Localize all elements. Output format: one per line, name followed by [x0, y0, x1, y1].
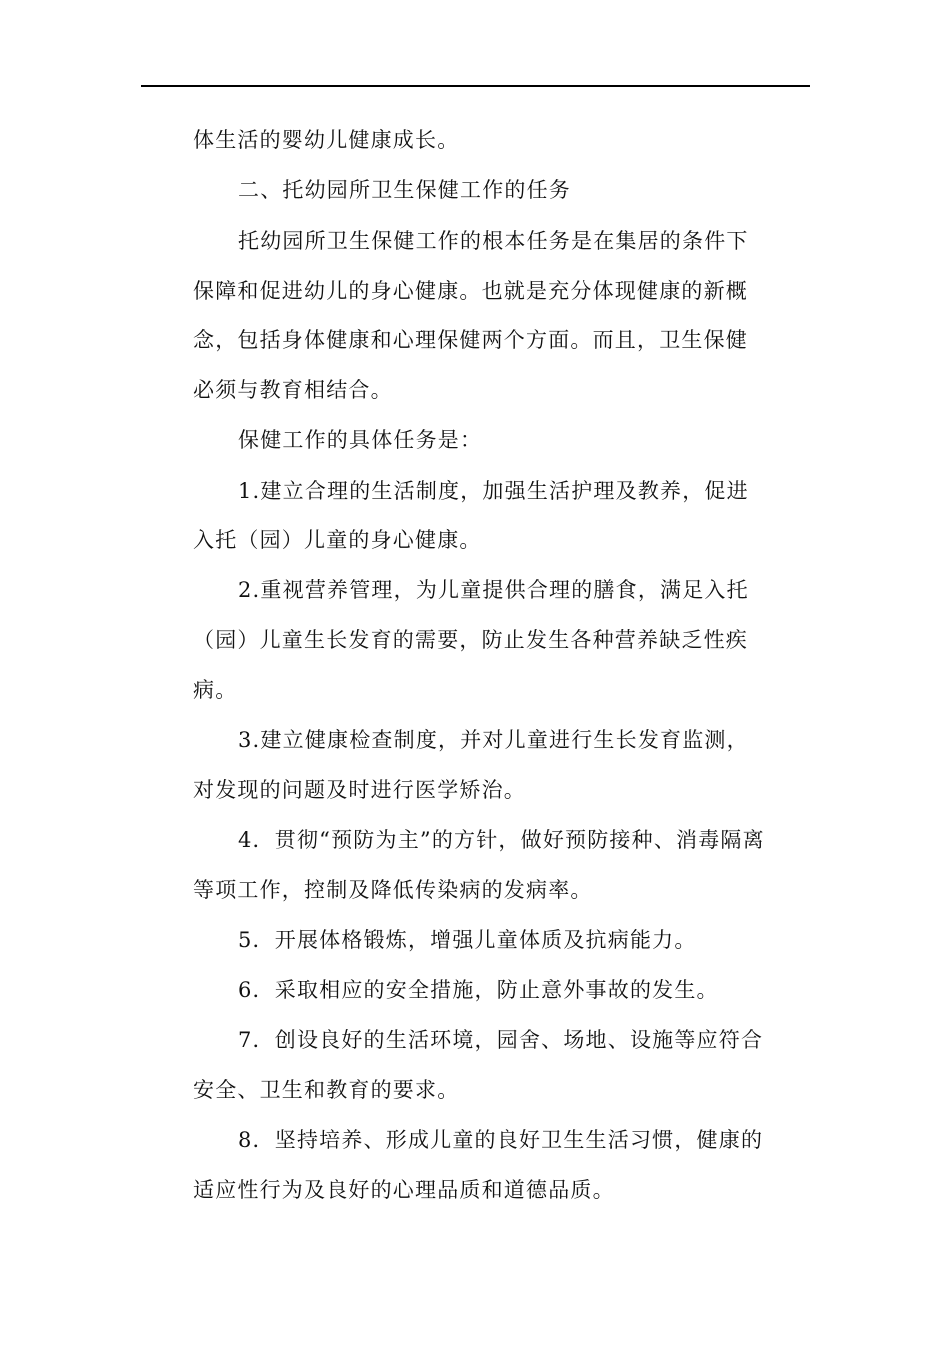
list-item: 7．创设良好的生活环境，园舍、场地、设施等应符合	[238, 1028, 764, 1052]
list-item: 5．开展体格锻炼，增强儿童体质及抗病能力。	[238, 928, 697, 952]
section-heading: 二、托幼园所卫生保健工作的任务	[238, 178, 571, 202]
list-item: 6．采取相应的安全措施，防止意外事故的发生。	[238, 978, 719, 1002]
paragraph-line: 保健工作的具体任务是：	[238, 428, 483, 452]
list-item-continuation: （园）儿童生长发育的需要，防止发生各种营养缺乏性疾	[193, 628, 748, 652]
list-item: 2.重视营养管理，为儿童提供合理的膳食，满足入托	[238, 578, 749, 602]
list-item-continuation: 病。	[193, 678, 238, 702]
paragraph-line: 托幼园所卫生保健工作的根本任务是在集居的条件下	[238, 229, 749, 253]
paragraph-line: 保障和促进幼儿的身心健康。也就是充分体现健康的新概	[193, 279, 748, 303]
list-item-continuation: 入托（园）儿童的身心健康。	[193, 528, 482, 552]
list-item-continuation: 对发现的问题及时进行医学矫治。	[193, 778, 526, 802]
list-item-continuation: 安全、卫生和教育的要求。	[193, 1078, 460, 1102]
list-item-continuation: 等项工作，控制及降低传染病的发病率。	[193, 878, 593, 902]
paragraph-line: 体生活的婴幼儿健康成长。	[193, 128, 460, 152]
list-item: 1.建立合理的生活制度，加强生活护理及教养，促进	[238, 479, 749, 503]
list-item: 3.建立健康检查制度，并对儿童进行生长发育监测，	[238, 728, 749, 752]
list-item-continuation: 适应性行为及良好的心理品质和道德品质。	[193, 1178, 615, 1202]
paragraph-line: 念，包括身体健康和心理保健两个方面。而且，卫生保健	[193, 328, 748, 352]
paragraph-line: 必须与教育相结合。	[193, 378, 393, 402]
list-item: 8．坚持培养、形成儿童的良好卫生生活习惯，健康的	[238, 1128, 764, 1152]
list-item: 4．贯彻“预防为主”的方针，做好预防接种、消毒隔离	[238, 828, 765, 852]
header-rule	[141, 85, 810, 87]
